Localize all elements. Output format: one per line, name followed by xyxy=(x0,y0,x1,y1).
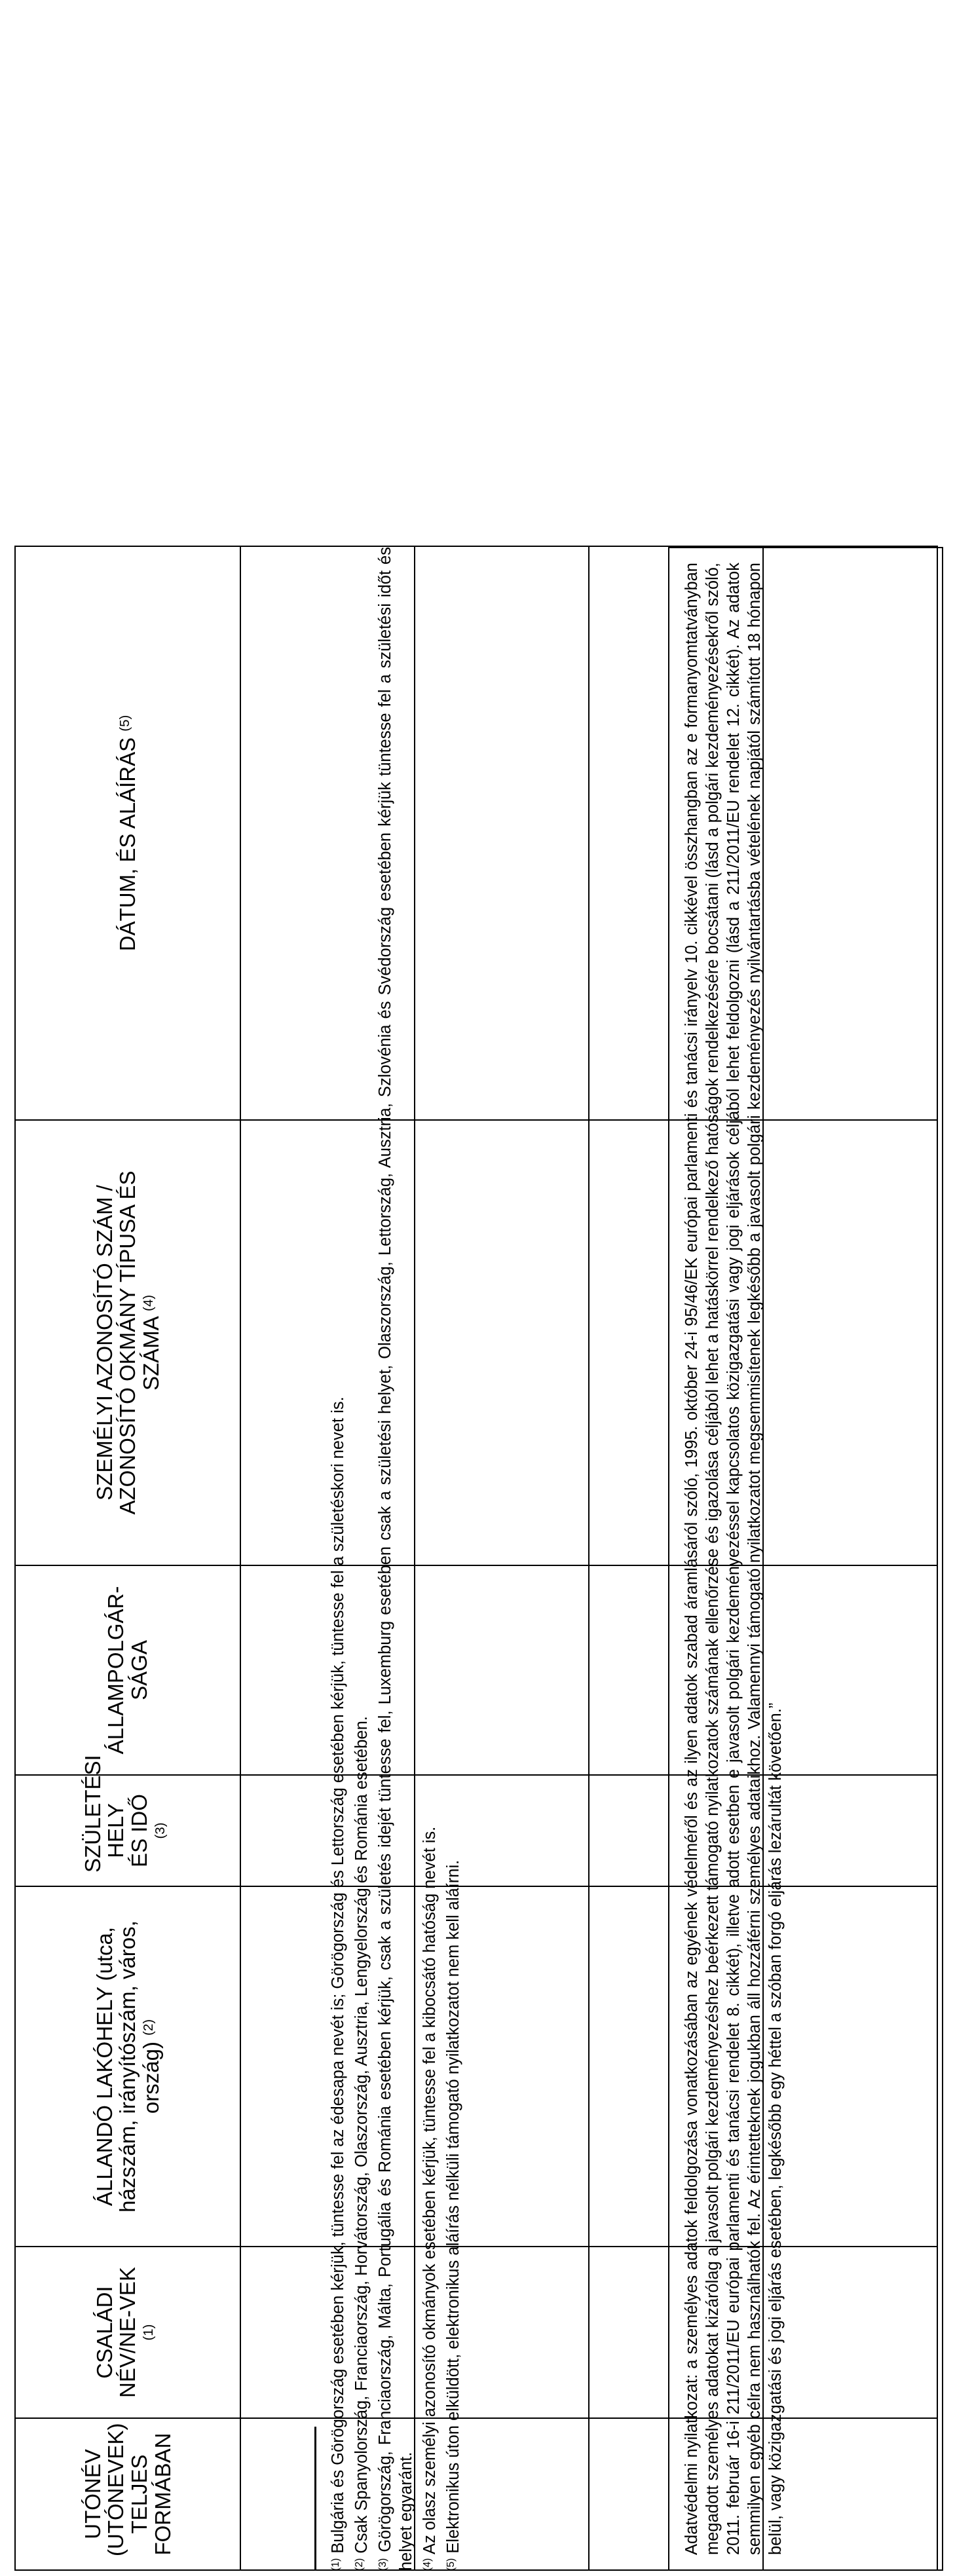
col-header-given-names: UTÓNÉV (UTÓNEVEK) TELJES FORMÁBAN xyxy=(15,2418,240,2570)
footnote-4: $^{(4)}$ Az olasz személyi azonosító okmányok esetében kérjük, tüntesse fel a kibocsátó hatóság nevét is. xyxy=(421,1826,439,2571)
col-header-family-names: CSALÁDI NÉV/NE-VEK $^{(1)}$ xyxy=(15,2247,240,2418)
col-header-nationality: ÁLLAMPOLGÁR-SÁGA xyxy=(15,1565,240,1775)
data-protection-statement xyxy=(668,547,943,2571)
footnotes xyxy=(328,547,524,2571)
col-header-permanent-residence: ÁLLANDÓ LAKÓHELY (utca, házszám, irányítószám, város, ország) $^{(2)}$ xyxy=(15,1886,240,2247)
footnote-5: $^{(5)}$ Elektronikus úton elküldött, elektronikus aláírás nélküli támogató nyilatkozatot nem kell aláírni. xyxy=(444,1859,462,2571)
footnote-2: $^{(2)}$ Csak Spanyolország, Franciaország, Horvátország, Olaszország, Ausztria, Lengyelország és Románia esetében. xyxy=(352,1716,371,2571)
table-header-row xyxy=(15,546,240,2570)
col-header-id-number: SZEMÉLYI AZONOSÍTÓ SZÁM / AZONOSÍTÓ OKMÁNY TÍPUSA ÉS SZÁMA $^{(4)}$ xyxy=(15,1120,240,1565)
statement-text: Adatvédelmi nyilatkozat: a személyes adatok feldolgozása vonatkozásában az egyének védelméről és az ilyen adatok szabad áramlásáról szóló, 1995. október 24-i 95/46/EK európai parlamenti és tanácsi irányelv 10. cikkével összhangban az e formanyomtatványban megadott személyes adatokat kizárólag a javasolt polgári kezdeményezéshez beérkezett támogató nyilatkozatok számának ellenőrzése és igazolása céljából lehet a hatáskörrel rendelkező hatóságok rendelkezésére bocsátani (lásd a polgári kezdeményezésekről szóló, 2011. február 16-i 211/2011/EU európai parlamenti és tanácsi rendelet 8. cikkét), illetve adott esetben e javasolt polgári kezdeményezéssel kapcsolatos közigazgatási vagy jogi eljárások céljából lehet feldolgozni (lásd a 211/2011/EU rendelet 12. cikkét). Az adatok semmilyen egyéb célra nem használhatók fel. Az érintetteknek jogukban áll hozzáférni személyes adataikhoz. Valamennyi támogató nyilatkozatot megsemmisítenek legkésőbb a javasolt polgári kezdeményezés nyilvántartásba vételének napjától számított 18 hónapon belül, vagy közigazgatási és jogi eljárás esetében, legkésőbb egy héttel a szóban forgó eljárás lezárultát követően.” xyxy=(683,563,785,2555)
col-header-date-signature: DÁTUM, ÉS ALÁÍRÁS $^{(5)}$ xyxy=(15,546,240,1120)
footnote-1: $^{(1)}$ Bulgária és Görögország esetében kérjük, tüntesse fel az édesapa nevét is; Görögország és Lettország esetében kérjük, tüntesse fel a születéskori nevet is. xyxy=(329,1396,347,2571)
col-header-birth-place-date: SZÜLETÉSI HELY ÉS IDŐ $^{(3)}$ xyxy=(15,1775,240,1886)
footnote-3: $^{(3)}$ Görögország, Franciaország, Málta, Portugália és Románia esetében kérjük, csak a születés idejét tüntesse fel, Luxemburg esetében csak a születési helyet, Olaszország, Lettország, Ausztria, Szlovénia és Svédország esetében kérjük tüntesse fel a születési időt és helyet egyaránt. xyxy=(376,547,415,2571)
footnotes-separator xyxy=(314,2427,316,2571)
